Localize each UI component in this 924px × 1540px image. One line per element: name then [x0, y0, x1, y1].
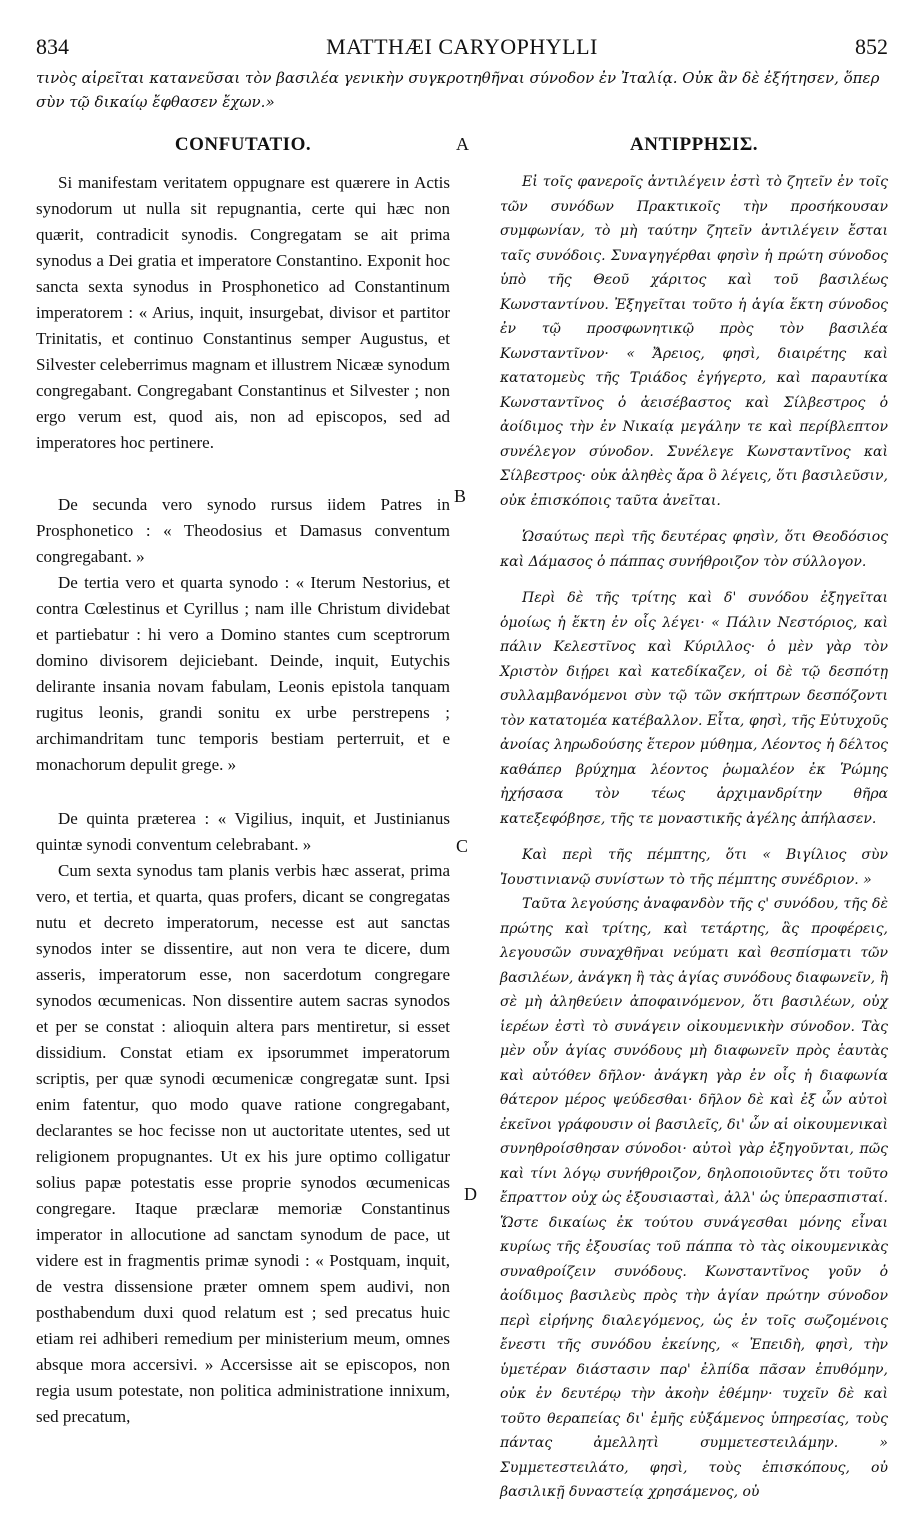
margin-marker-d: D	[464, 1184, 477, 1204]
greek-paragraph: Ταῦτα λεγούσης ἀναφανδὸν τῆς ς' συνόδου, τῆς δὲ πρώτης καὶ τρίτης, καὶ τετάρτης, ἃς προφέρεις, λεγουσῶν συναχθῆναι νεύματι καὶ θεσπίσματι τῶν βασιλέων, ἀνάγκη ἢ τὰς ἁγίας συνόδους διαφωνεῖν, ἢ σὲ μὴ ἀληθεύειν ἀποφαινόμενον, ὅτι βασιλέων, οὐχ ἱερέων ἐστὶ τὸ συνάγειν οἰκουμενικὴν σύνοδον. Τὰς μὲν οὖν ἁγίας συνόδους μὴ διαφωνεῖν πρὸς ἑαυτὰς καὶ αὐτόθεν δῆλον· ἀνάγκη γὰρ ἐν οἷς ἡ διαφωνία θάτερον μέρος ψεύδεσθαι· δῆλον δὲ καὶ ἐξ ὧν αὐτοὶ ἐκεῖνοι γράφουσιν οἱ βασιλεῖς, δι' ὧν αἱ οἰκουμενικαὶ συνηθροίσθησαν σύνοδοι· αὐτοὶ γὰρ ἐξηγοῦνται, πῶς καὶ τίνι λόγῳ συνήθροιζον, δηλοποιοῦντες ὅτι τοῦτο ἔπραττον οὐχ ὡς ἐξουσιασταὶ, ἀλλ' ὡς ὑπερασπισταί. Ὥστε δικαίως ἐκ τούτου συνάγεσθαι μόνης εἶναι κυρίως τῆς ἐξουσίας τοῦ πάππα τὸ τὰς οἰκουμενικὰς συναθροίζειν συνόδους. Κωνσταντῖνος γοῦν ὁ ἀοίδιμος βασιλεὺς πρὸς τὴν ἁγίαν πρώτην σύνοδον περὶ εἰρήνης διαλεγόμενος, ὡς ἐν τοῖς σωζομένοις ἔνεστι τῆς συνόδου ἐκείνης, « Ἐπειδὴ, φησὶ, τὴν ὑμετέραν διάστασιν παρ' ἐλπίδα πᾶσαν ἐπυθόμην, οὐκ ἐν δευτέρῳ τὴν ἀκοὴν ἐθέμην· τυχεῖν δὲ καὶ τοῦτο θεραπείας δι' ἐμῆς εὐξάμενος ὑπηρεσίας, τοὺς πάντας ἀμελλητὶ συμμετεστειλάμην. » Συμμετεστειλάτο, φησὶ, τοὺς ἐπισκόπους, οὐ βασιλικῇ δυναστείᾳ χρησάμενος, οὐ	[500, 896, 888, 1500]
margin-marker-b: B	[454, 486, 467, 506]
running-head	[36, 34, 888, 64]
greek-intro-lines: τινὸς αἱρεῖται κατανεῦσαι τὸν βασιλέα γενικὴν συγκροτηθῆναι σύνοδον ἐν Ἰταλίᾳ. Οὐκ ἂν δὲ ἐξήτησεν, ὅπερ σὺν τῷ δικαίῳ ἔφθασεν ἔχων.»	[36, 69, 880, 111]
greek-paragraph: Καὶ περὶ τῆς πέμπτης, ὅτι « Βιγίλιος σὺν Ἰουστινιανῷ συνίστων τὸ τῆς πέμπτης συνέδριον. »	[500, 847, 888, 888]
latin-paragraph: Cum sexta synodus tam planis verbis hæc asserat, prima vero, et tertia, et quarta, quas profers, dicant se congregatas nutu et decreto imperatorum, necesse est aut sanctas synodos inter se dissentire, aut non vera te dicere, dum asseris, imperatorum esse, non sacerdotum congregare synodos œcumenicas. Non dissentire autem sacras synodos et per se constat : alioquin altera pars mentiretur, si esset dissidium. Constat etiam ex ipsorummet imperatorum scriptis, per quæ synodi œcumenicæ congregatæ sunt. Ipsi enim fatentur, quo modo quave ratione congregabant, declarantes se hoc fecisse non ut auctoritate utentes, sed ut religionem propugnantes. Ut ex his jure optimo colligatur solius papæ potestatis esse proprie synodos œcumenicas congregare. Itaque præclaræ memoriæ Constantinus imperator in allocutione ad sanctam synodum de pace, ut videre est in fragmentis primæ synodi : « Postquam, inquit, de vestra dissensione præter omnem spem audivi, non posthabendum duxi quod relatum est ; sed precatus huic etiam rei adhiberi remedium per ministerium meum, omnes absque mora accersivi. » Accersisse ait se episcopos, non regia usum potestate, non politica administratione innixum, sed precatum,	[36, 861, 450, 1426]
greek-heading: ΑΝΤΙΡΡΗΣΙΣ.	[630, 134, 758, 155]
latin-column	[36, 132, 450, 1430]
running-title: MATTHÆI CARYOPHYLLI	[326, 34, 598, 59]
greek-paragraph: Περὶ δὲ τῆς τρίτης καὶ δ' συνόδου ἐξηγεῖται ὁμοίως ἡ ἕκτη ἐν οἷς λέγει· « Πάλιν Νεστόριος, καὶ πάλιν Κελεστῖνος καὶ Κύριλλος· ὁ μὲν γὰρ τὸν Χριστὸν διῄρει καὶ κατεδίκαζεν, οἱ δὲ τῷ δεσπότῃ συλλαμβανόμενοι σὺν τῷ τῶν σκήπτρων δεσπόζοντι τὸν κατατομέα κατέβαλλον. Εἶτα, φησὶ, τῆς Εὐτυχοῦς ἀνοίας ληρωδούσης ἕτερον μύθημα, Λέοντος ἡ δέλτος καθάπερ βρύχημα λέοντος ῥωμαλέον ἐκ Ῥώμης ἠχήσασα τὸν τέως ἀρχιμανδρίτην θῆρα κατεξεφόβησε, τῆς τε μοναστικῆς ἀγέλης ἀπήλασεν.	[500, 590, 888, 827]
margin-marker-c: C	[456, 836, 469, 856]
greek-paragraph: Εἰ τοῖς φανεροῖς ἀντιλέγειν ἐστὶ τὸ ζητεῖν ἐν τοῖς τῶν συνόδων Πρακτικοῖς τὴν προσήκουσαν συμφωνίαν, τὸ μὴ ταύτην ζητεῖν ἀντιλέγειν ἔσται ταῖς συνόδοις. Συναγηγέρθαι φησὶν ἡ πρώτη σύνοδος ὑπὸ τῆς Θεοῦ χάριτος καὶ τοῦ βασιλέως Κωνσταντίνου. Ἐξηγεῖται τοῦτο ἡ ἁγία ἕκτη σύνοδος ἐν τῷ προσφωνητικῷ πρὸς τὸν βασιλέα Κωνσταντῖνον· « Ἄρειος, φησὶ, διαιρέτης καὶ κατατομεὺς τῆς Τριάδος ἐγήγερτο, καὶ παραυτίκα Κωνσταντῖνος ὁ ἀεισέβαστος καὶ Σίλβεστρος ὁ ἀοίδιμος τὴν ἐν Νικαίᾳ μεγάλην τε καὶ περίβλεπτον συνέλεγον σύνοδον. Συνέλεγε Κωνσταντῖνος καὶ Σίλβεστρος· οὐκ ἀληθὲς ἄρα ὃ λέγεις, ὅτι βασιλεῦσιν, οὐκ ἐπισκόποις ταῦτα ἀνεῖται.	[500, 174, 888, 509]
page-number-right: 852	[855, 34, 888, 59]
greek-paragraph: Ὡσαύτως περὶ τῆς δευτέρας φησὶν, ὅτι Θεοδόσιος καὶ Δάμασος ὁ πάππας συνήθροιζον τὸν σύλλογον.	[500, 529, 888, 570]
latin-paragraph: De quinta præterea : « Vigilius, inquit, et Justinianus quintæ synodi conventum celebrabant. »	[36, 809, 450, 854]
latin-paragraph: De tertia vero et quarta synodo : « Iterum Nestorius, et contra Cœlestinus et Cyrillus ; nam ille Christum dividebat et partiebatur : hi vero a Domino stantes cum sceptrorum domino divisorem dejiciebant. Deinde, inquit, Eutychis delirante insania novam fabulam, Leonis epistola tanquam rugitus leonis, grandi sonitu ex urbe perstrepens ; archimandritam tunc temporis bestiam perterruit, et e monachorum depulit grege. »	[36, 573, 450, 774]
latin-paragraph: Si manifestam veritatem oppugnare est quærere in Actis synodorum ut nulla sit repugnantia, certe qui hæc non quærit, contradicit synodis. Congregatam se ait prima synodus a Dei gratia et imperatore Constantino. Exponit hoc sancta sexta synodus in Prosphonetico ad Constantinum imperatorem : « Arius, inquit, insurgebat, divisor et partitor Trinitatis, et continuo Constantinus semper Augustus, et Silvester celeberrimus magnam et illustrem Nicææ synodum congregabant. Congregabant Constantinus et Silvester ; non ergo verum est, quod ais, non ad episcopos, sed ad imperatores hoc pertinere.	[36, 173, 450, 452]
margin-marker-a: A	[456, 134, 469, 154]
page-number-left: 834	[36, 34, 69, 59]
latin-heading: CONFUTATIO.	[174, 134, 312, 155]
latin-paragraph: De secunda vero synodo rursus iidem Patres in Prosphonetico : « Theodosius et Damasus conventum congregabant. »	[36, 495, 450, 566]
greek-column	[500, 132, 888, 1505]
